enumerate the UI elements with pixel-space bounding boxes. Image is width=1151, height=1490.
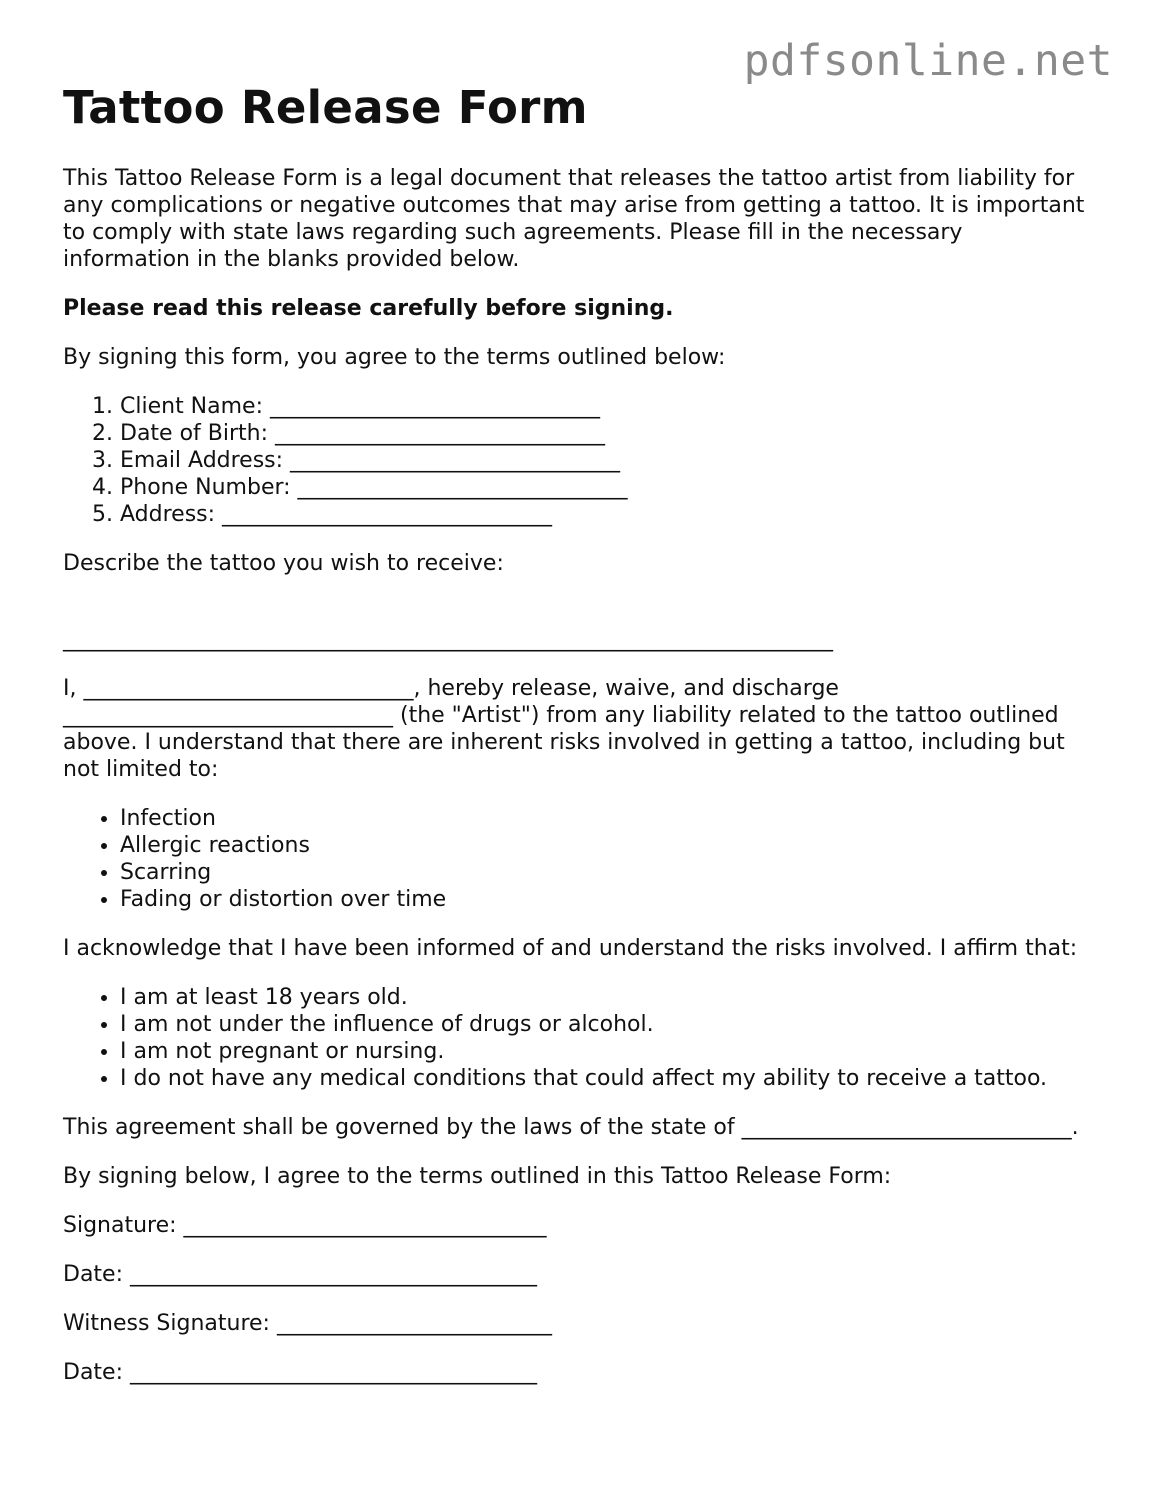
read-carefully-notice: Please read this release carefully before signing.: [63, 296, 674, 321]
client-info-list: [63, 393, 1093, 528]
affirmation-item: • I am not under the influence of drugs or alcohol.: [120, 1011, 1093, 1038]
witness-signature-line: Witness Signature: _________________________: [63, 1311, 552, 1336]
release-paragraph: I, ______________________________, hereby release, waive, and discharge ______________________________ (the "Artist") from any liability related to the tattoo outlined above. I understand that there are inherent risks involved in getting a tattoo, including but not limited to:: [63, 676, 1065, 782]
witness-date-line: Date: _____________________________________: [63, 1360, 537, 1385]
governing-law-paragraph: This agreement shall be governed by the laws of the state of ______________________________.: [63, 1115, 1079, 1140]
signature-line: Signature: _________________________________: [63, 1213, 547, 1238]
intro-paragraph: This Tattoo Release Form is a legal document that releases the tattoo artist from liability for any complications or negative outcomes that may arise from getting a tattoo. It is important to comply with state laws regarding such agreements. Please fill in the necessary information in the blanks provided below.: [63, 166, 1085, 272]
affirmation-item: • I do not have any medical conditions that could affect my ability to receive a tattoo.: [120, 1065, 1093, 1092]
risk-item: • Infection: [120, 805, 1093, 832]
acknowledge-paragraph: I acknowledge that I have been informed of and understand the risks involved. I affirm that:: [63, 936, 1078, 961]
affirmation-item: • I am at least 18 years old.: [120, 984, 1093, 1011]
risk-item: • Allergic reactions: [120, 832, 1093, 859]
agree-intro: By signing this form, you agree to the terms outlined below:: [63, 345, 726, 370]
affirmation-item: • I am not pregnant or nursing.: [120, 1038, 1093, 1065]
date-of-birth-field: 2. Date of Birth: ______________________________: [120, 420, 1093, 447]
affirmations-list: [63, 984, 1093, 1092]
client-name-field: 1. Client Name: ______________________________: [120, 393, 1093, 420]
email-address-field: 3. Email Address: ______________________________: [120, 447, 1093, 474]
document-body: [63, 80, 1093, 1408]
phone-number-field: 4. Phone Number: ______________________________: [120, 474, 1093, 501]
signature-date-line: Date: _____________________________________: [63, 1262, 537, 1287]
watermark: pdfsonline.net: [743, 36, 1113, 86]
signing-intro: By signing below, I agree to the terms outlined in this Tattoo Release Form:: [63, 1164, 892, 1189]
risk-item: • Scarring: [120, 859, 1093, 886]
risks-list: [63, 805, 1093, 913]
describe-tattoo-blank: [63, 599, 1093, 653]
describe-tattoo-blank-line: ______________________________________________________________________: [63, 627, 833, 652]
describe-tattoo-label: Describe the tattoo you wish to receive:: [63, 551, 504, 576]
risk-item: • Fading or distortion over time: [120, 886, 1093, 913]
address-field: 5. Address: ______________________________: [120, 501, 1093, 528]
document-title: Tattoo Release Form: [63, 81, 588, 134]
